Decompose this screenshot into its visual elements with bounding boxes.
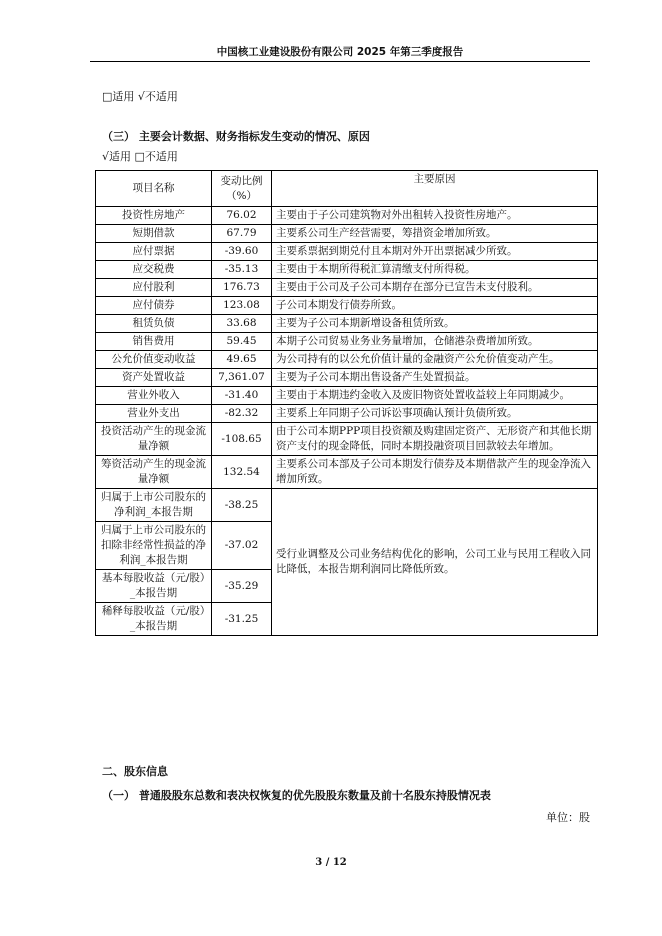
row-reason: 主要系票据到期兑付且本期对外开出票据减少所致。 [272,243,598,261]
row-reason: 主要系上年同期子公司诉讼事项确认预计负债所致。 [272,405,598,423]
table-row [96,489,598,522]
row-ratio: -35.13 [212,261,272,279]
row-item: 应付股利 [96,279,212,297]
row-ratio: -31.25 [212,603,272,636]
row-item: 基本每股收益（元/股）_本报告期 [96,570,212,603]
row-ratio: -108.65 [212,423,272,456]
table-row [96,243,598,261]
row-ratio: -82.32 [212,405,272,423]
row-ratio: 132.54 [212,456,272,489]
table-row [96,315,598,333]
row-reason: 主要系公司生产经营需要，筹措资金增加所致。 [272,225,598,243]
table-row [96,405,598,423]
row-ratio: 49.65 [212,351,272,369]
unit-label: 单位：股 [546,811,590,824]
header-reason: 主要原因 [272,171,598,207]
row-ratio: -31.40 [212,387,272,405]
row-item: 投资活动产生的现金流量净额 [96,423,212,456]
table-row [96,351,598,369]
row-item: 销售费用 [96,333,212,351]
row-reason: 主要系公司本部及子公司本期发行债券及本期借款产生的现金净流入增加所致。 [272,456,598,489]
row-item: 短期借款 [96,225,212,243]
table-row [96,387,598,405]
row-reason: 子公司本期发行债券所致。 [272,297,598,315]
row-item: 稀释每股收益（元/股）_本报告期 [96,603,212,636]
row-reason: 主要为子公司本期出售设备产生处置损益。 [272,369,598,387]
merged-reason: 受行业调整及公司业务结构优化的影响，公司工业与民用工程收入同比降低，本报告期利润同比降低所致。 [272,489,598,636]
row-ratio: 76.02 [212,207,272,225]
header-divider [90,61,590,62]
row-item: 资产处置收益 [96,369,212,387]
row-ratio: -35.29 [212,570,272,603]
row-ratio: -39.60 [212,243,272,261]
table-row [96,333,598,351]
section-2-heading: 二、股东信息 [102,765,168,778]
header-ratio: 变动比例（%） [212,171,272,207]
row-item: 归属于上市公司股东的净利润_本报告期 [96,489,212,522]
report-header: 中国核工业建设股份有限公司 2025 年第三季度报告 [216,46,464,58]
row-ratio: 67.79 [212,225,272,243]
row-item: 应交税费 [96,261,212,279]
row-reason: 主要由于本期所得税汇算清缴支付所得税。 [272,261,598,279]
section-2-subheading: （一） 普通股股东总数和表决权恢复的优先股股东数量及前十名股东持股情况表 [102,789,491,802]
table-row [96,423,598,456]
row-ratio: 33.68 [212,315,272,333]
applicability-checkboxes: □适用 √不适用 [102,90,178,103]
row-reason: 由于公司本期PPP项目投资额及购建固定资产、无形资产和其他长期资产支付的现金降低，同时本期投融资项目回款较去年增加。 [272,423,598,456]
table-row [96,225,598,243]
row-ratio: 59.45 [212,333,272,351]
table-row [96,297,598,315]
row-item: 应付票据 [96,243,212,261]
row-item: 归属于上市公司股东的扣除非经常性损益的净利润_本报告期 [96,522,212,570]
row-ratio: 7,361.07 [212,369,272,387]
row-ratio: 123.08 [212,297,272,315]
row-item: 租赁负债 [96,315,212,333]
row-reason: 主要由于子公司建筑物对外出租转入投资性房地产。 [272,207,598,225]
row-item: 应付债券 [96,297,212,315]
section-3-applicability: √适用 □不适用 [102,150,178,163]
row-ratio: 176.73 [212,279,272,297]
table-row [96,369,598,387]
table-row [96,261,598,279]
section-3-heading: （三） 主要会计数据、财务指标发生变动的情况、原因 [102,130,370,143]
header-item: 项目名称 [96,171,212,207]
row-reason: 主要为子公司本期新增设备租赁所致。 [272,315,598,333]
row-item: 筹资活动产生的现金流量净额 [96,456,212,489]
row-ratio: -38.25 [212,489,272,522]
row-reason: 主要由于公司及子公司本期存在部分已宣告未支付股利。 [272,279,598,297]
table-row [96,279,598,297]
row-item: 公允价值变动收益 [96,351,212,369]
row-item: 营业外收入 [96,387,212,405]
row-reason: 本期子公司贸易业务业务量增加，仓储港杂费增加所致。 [272,333,598,351]
row-item: 营业外支出 [96,405,212,423]
table-row [96,456,598,489]
page-number: 3 / 12 [315,857,347,868]
row-reason: 主要由于本期违约金收入及废旧物资处置收益较上年同期减少。 [272,387,598,405]
row-reason: 为公司持有的以公允价值计量的金融资产公允价值变动产生。 [272,351,598,369]
financial-changes-table [95,170,598,636]
row-item: 投资性房地产 [96,207,212,225]
row-ratio: -37.02 [212,522,272,570]
table-row [96,207,598,225]
